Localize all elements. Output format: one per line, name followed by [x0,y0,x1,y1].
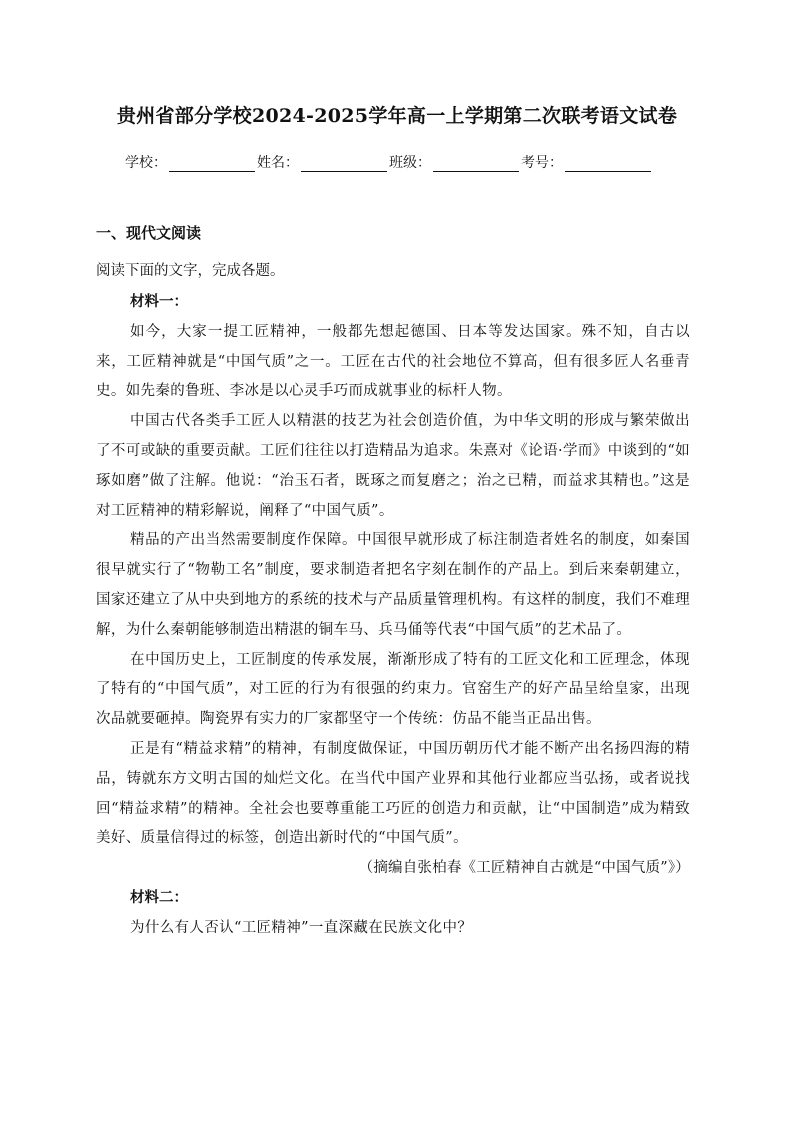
material-two-question: 为什么有人否认“工匠精神”一直深藏在民族文化中？ [130,919,473,936]
exam-number-label: 考号： [521,155,563,171]
material-one-paragraph: 正是有“精益求精”的精神，有制度做保证，中国历朝历代才能不断产出名扬四海的精品，铸就东方文明古国的灿烂文化。在当代中国产业界和其他行业都应当弘扬，或者说找回“精益求精”的精神。全社会也要尊重能工巧匠的创造力和贡献，让“中国制造”成为精致美好、质量信得过的标签，创造出新时代的“中国气质”。 [96,740,690,847]
exam-number-blank-line[interactable] [565,157,651,172]
class-field [389,152,519,172]
material-one-source: （摘编自张柏春《工匠精神自古就是“中国气质”》） [358,860,690,877]
material-one-title: 材料一： [130,294,188,310]
school-field [125,152,255,172]
class-label: 班级： [389,155,431,171]
student-info-row [125,152,685,172]
name-blank-line[interactable] [301,157,387,172]
class-blank-line[interactable] [433,157,519,172]
reading-instruction: 阅读下面的文字，完成各题。 [96,263,285,279]
material-one-paragraph: 在中国历史上，工匠制度的传承发展，渐渐形成了特有的工匠文化和工匠理念，体现了特有的“中国气质”，对工匠的行为有很强的约束力。官窑生产的好产品呈给皇家，出现次品就要砸掉。陶瓷界有实力的厂家都坚守一个传统：仿品不能当正品出售。 [96,651,690,728]
material-one-paragraph: 中国古代各类手工匠人以精湛的技艺为社会创造价值，为中华文明的形成与繁荣做出了不可或缺的重要贡献。工匠们往往以打造精品为追求。朱熹对《论语·学而》中谈到的“如琢如磨”做了注解。他说：“治玉石者，既琢之而复磨之；治之已精，而益求其精也。”这是对工匠精神的精彩解说，阐释了“中国气质”。 [96,413,690,519]
material-two-title: 材料二： [130,889,188,906]
material-one-paragraph: 如今，大家一提工匠精神，一般都先想起德国、日本等发达国家。殊不知，自古以来，工匠精神就是“中国气质”之一。工匠在古代的社会地位不算高，但有很多匠人名垂青史。如先秦的鲁班、李冰是以心灵手巧而成就事业的标杆人物。 [96,323,690,400]
exam-number-field [521,152,651,172]
material-one-paragraph: 精品的产出当然需要制度作保障。中国很早就形成了标注制造者姓名的制度，如秦国很早就实行了“物勒工名”制度，要求制造者把名字刻在制作的产品上。到后来秦朝建立，国家还建立了从中央到地方的系统的技术与产品质量管理机构。有这样的制度，我们不难理解，为什么秦朝能够制造出精湛的铜车马、兵马俑等代表“中国气质”的艺术品了。 [96,532,690,638]
name-field [257,152,387,172]
reading-passage [96,288,690,944]
school-blank-line[interactable] [169,157,255,172]
name-label: 姓名： [257,155,299,171]
exam-title: 贵州省部分学校2024-2025学年高一上学期第二次联考语文试卷 [116,105,678,127]
school-label: 学校： [125,155,167,171]
section-heading: 一、现代文阅读 [96,224,202,242]
